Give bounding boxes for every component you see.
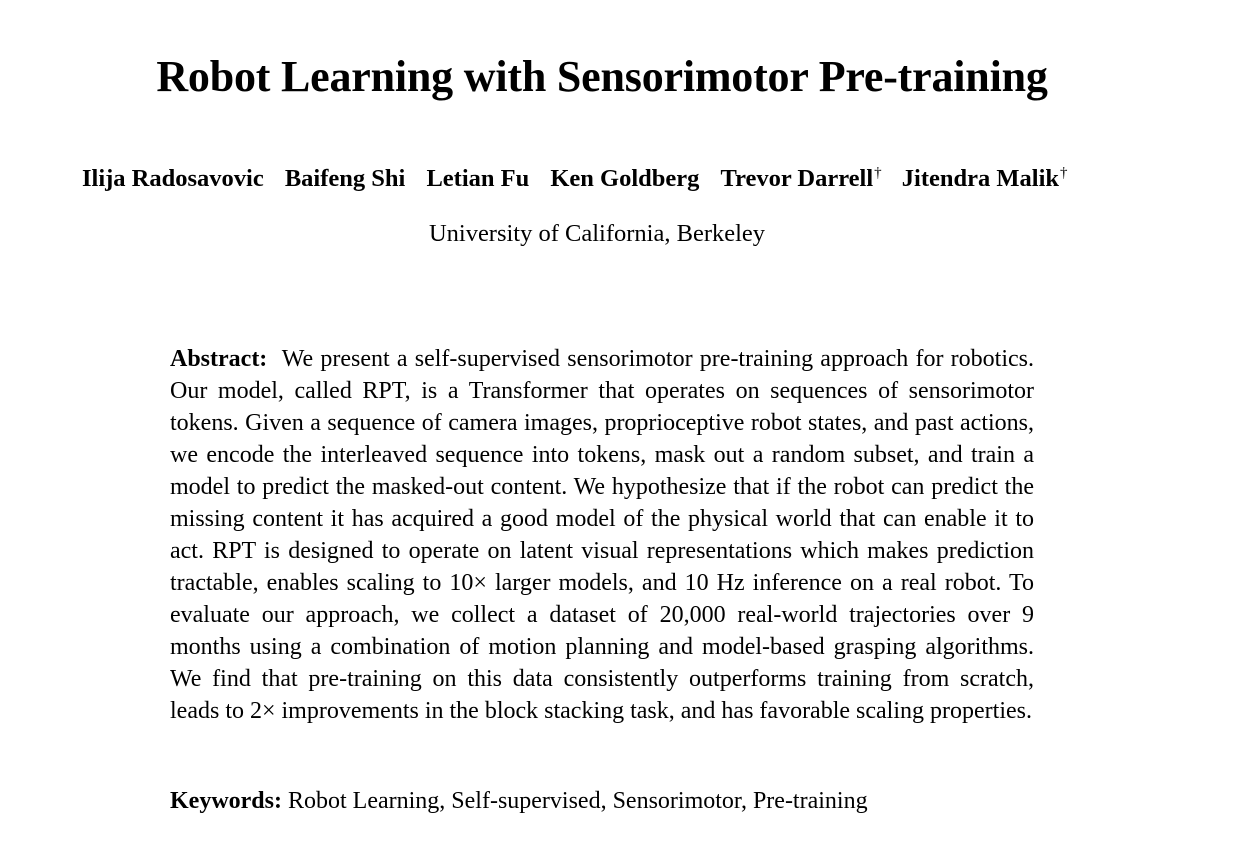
author-name: [550, 156, 700, 196]
paper-title: Robot Learning with Sensorimotor Pre-training: [156, 52, 1048, 101]
abstract: [170, 343, 1034, 727]
author-name-text: Ken Goldberg: [550, 165, 700, 192]
author-name-text: Baifeng Shi: [284, 165, 406, 192]
keywords-text: Robot Learning, Self-supervised, Sensorimotor, Pre-training: [287, 788, 868, 814]
author-list: [82, 156, 1068, 196]
abstract-label: Abstract:: [170, 346, 268, 372]
keywords-label: Keywords:: [170, 788, 282, 814]
author-affiliation-mark: †: [1060, 165, 1068, 181]
author-name: [721, 156, 882, 196]
abstract-text: We present a self-supervised sensorimotor pre-training approach for robotics. Our model, called RPT, is a Transformer that operates on sequences of sensorimotor tokens. Given a sequence of camera images, proprioceptive robot states, and past actions, we encode the interleaved sequence into tokens, mask out a random subset, and train a model to predict the masked-out content. We hypothesize that if the robot can predict the missing content it has acquired a good model of the physical world that can enable it to act. RPT is designed to operate on latent visual representations which makes prediction tractable, enables scaling to 10× larger models, and 10 Hz inference on a real robot. To evaluate our approach, we collect a dataset of 20,000 real-world trajectories over 9 months using a combination of motion planning and model-based grasping algorithms. We find that pre-training on this data consistently outperforms training from scratch, leads to 2× improvements in the block stacking task, and has favorable scaling properties.: [170, 346, 1034, 724]
author-name: [426, 156, 530, 196]
author-name: [82, 156, 265, 196]
author-name-text: Ilija Radosavovic: [82, 165, 264, 192]
author-affiliation-mark: †: [874, 165, 882, 181]
author-name: [285, 156, 407, 196]
affiliation: University of California, Berkeley: [428, 220, 766, 247]
author-name-text: Letian Fu: [426, 165, 530, 192]
keywords: [170, 785, 1034, 817]
author-name: [902, 156, 1068, 196]
author-name-text: Trevor Darrell: [720, 165, 874, 192]
author-name-text: Jitendra Malik: [901, 165, 1060, 192]
